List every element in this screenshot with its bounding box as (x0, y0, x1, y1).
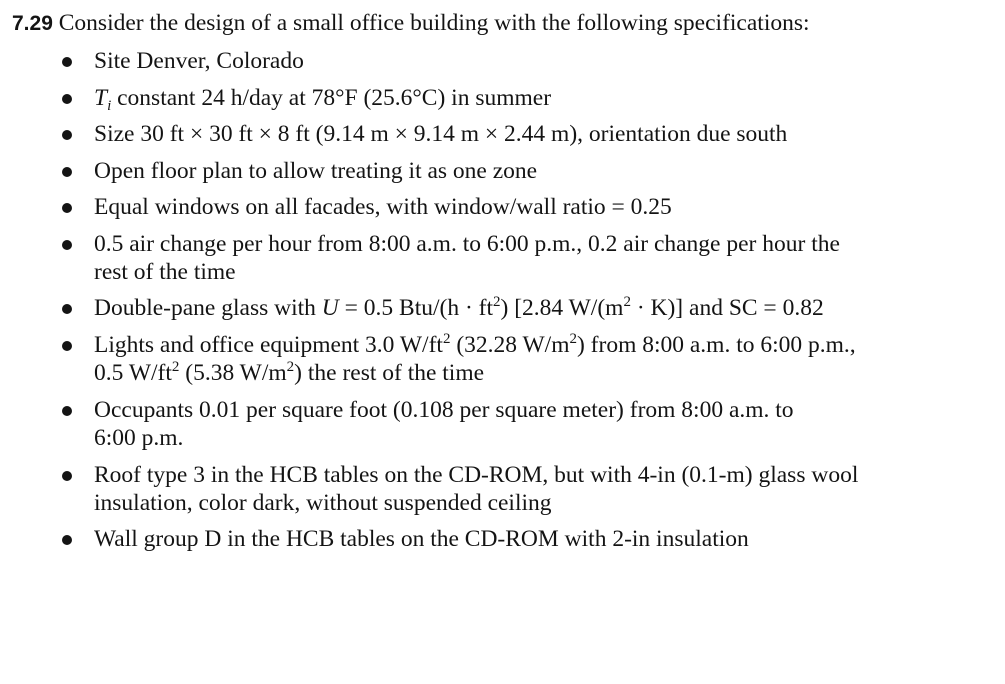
spec-line-2: rest of the time (94, 259, 236, 285)
problem-number: 7.29 (12, 12, 53, 35)
spec-line-1: Roof type 3 in the HCB tables on the CD-ROM, but with 4-in (0.1-m) glass wool (94, 462, 859, 488)
bullet-icon (62, 167, 72, 177)
spec-text: Size 30 ft × 30 ft × 8 ft (9.14 m × 9.14 m × 2.44 m), orientation due south (94, 121, 788, 147)
spec-text: 0.5 W/ft (94, 360, 172, 386)
problem-header (12, 6, 997, 41)
spec-text: ) the rest of the time (294, 360, 485, 386)
spec-item-roof (12, 461, 997, 517)
spec-item-occupants (12, 396, 997, 452)
spec-item-windows (12, 193, 997, 221)
spec-item-lights (12, 331, 997, 387)
spec-text: ) [2.84 W/(m (500, 295, 624, 321)
spec-text: Wall group D in the HCB tables on the CD-ROM with 2-in insulation (94, 526, 749, 552)
bullet-icon (62, 94, 72, 104)
spec-item-site (12, 47, 997, 75)
superscript: 2 (286, 359, 295, 375)
superscript: 2 (171, 359, 180, 375)
spec-text: · K)] and SC = 0.82 (630, 295, 824, 321)
spec-item-indoor-temperature (12, 84, 997, 112)
spec-text: constant 24 h/day at 78°F (25.6°C) in summer (111, 85, 552, 111)
spec-item-glass (12, 294, 997, 322)
superscript: 2 (569, 331, 577, 347)
bullet-icon (62, 406, 72, 416)
spec-text: Double-pane glass with (94, 295, 322, 321)
temperature-subscript: i (107, 98, 112, 114)
spec-list (12, 47, 997, 553)
bullet-icon (62, 341, 72, 351)
spec-text: (5.38 W/m (179, 360, 287, 386)
problem-block (12, 6, 997, 553)
spec-line-1: Occupants 0.01 per square foot (0.108 per square meter) from 8:00 a.m. to (94, 397, 794, 423)
spec-text: = 0.5 Btu/(h · ft (338, 295, 494, 321)
bullet-icon (62, 535, 72, 545)
bullet-icon (62, 130, 72, 140)
superscript: 2 (493, 294, 501, 310)
bullet-icon (62, 203, 72, 213)
spec-item-wall (12, 525, 997, 553)
spec-line-1: 0.5 air change per hour from 8:00 a.m. to 6:00 p.m., 0.2 air change per hour the (94, 231, 840, 257)
spec-item-air-changes (12, 230, 997, 286)
spec-text: Site Denver, Colorado (94, 48, 304, 74)
spec-item-size (12, 120, 997, 148)
spec-text: Equal windows on all facades, with window/wall ratio = 0.25 (94, 194, 672, 220)
bullet-icon (62, 57, 72, 67)
problem-intro: Consider the design of a small office building with the following specifications: (58, 10, 810, 36)
superscript: 2 (442, 331, 451, 347)
temperature-symbol: T (94, 85, 108, 111)
spec-text: (32.28 W/m (450, 332, 570, 358)
bullet-icon (62, 240, 72, 250)
spec-line-2 (94, 359, 997, 387)
superscript: 2 (623, 294, 631, 310)
bullet-icon (62, 471, 72, 481)
spec-line-1 (94, 331, 997, 359)
u-value-symbol: U (321, 295, 339, 321)
spec-item-floor-plan (12, 157, 997, 185)
spec-text: ) from 8:00 a.m. to 6:00 p.m., (576, 332, 856, 358)
bullet-icon (62, 304, 72, 314)
spec-line-2: insulation, color dark, without suspended ceiling (94, 490, 552, 516)
spec-text: Open floor plan to allow treating it as one zone (94, 158, 538, 184)
spec-line-2: 6:00 p.m. (94, 425, 184, 451)
spec-text: Lights and office equipment 3.0 W/ft (94, 332, 443, 358)
